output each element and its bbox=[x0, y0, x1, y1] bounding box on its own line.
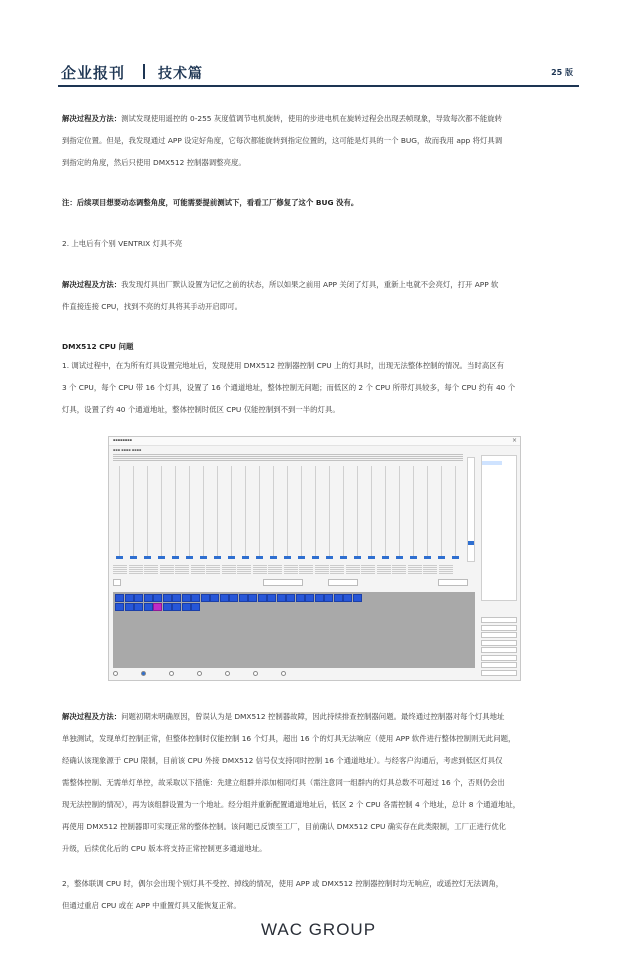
screenshot-button bbox=[263, 579, 303, 586]
channel-slider bbox=[211, 454, 225, 564]
fixture-block bbox=[182, 594, 191, 602]
fixture-block bbox=[248, 594, 257, 602]
fixture-block bbox=[296, 594, 305, 602]
paragraph-solution-2: 解决过程及方法：我发现灯具出厂默认设置为记忆之前的状态，所以如果之前用 APP 关闭了灯具，重新上电就不会亮灯，打开 APP 软 件直接连接 CPU，找到不亮的灯具将其手动开启即可。 bbox=[62, 280, 499, 311]
paragraph-solution-1: 解决过程及方法：测试发现使用遥控的 0-255 灰度值调节电机旋转，使用的步进电机在旋转过程会出现丢帧现象，导致每次都不能旋转 到指定位置。但是，我发现通过 APP 设定好角度，它每次都能旋转到指定位置的，这可能是灯具的一个 BUG，故而我用 app 将灯具调 到指定的角度，然后只使用 DMX512 控制器调整亮度。 bbox=[62, 114, 503, 167]
page-header bbox=[58, 62, 578, 82]
side-button bbox=[481, 625, 517, 631]
side-button bbox=[481, 662, 517, 668]
fixture-block bbox=[305, 594, 314, 602]
radio-icon bbox=[113, 671, 118, 676]
side-button bbox=[481, 640, 517, 646]
channel-slider bbox=[281, 454, 295, 564]
side-button bbox=[481, 647, 517, 653]
close-icon: × bbox=[511, 437, 517, 444]
channel-slider bbox=[337, 454, 351, 564]
fixture-block bbox=[125, 603, 134, 611]
solution-label: 解决过程及方法： bbox=[62, 280, 122, 289]
channel-slider bbox=[323, 454, 337, 564]
fixture-block bbox=[182, 603, 191, 611]
fixture-block bbox=[229, 594, 238, 602]
channel-value-cell bbox=[408, 565, 422, 574]
channel-slider bbox=[127, 454, 141, 564]
channel-slider bbox=[449, 454, 463, 564]
channel-slider bbox=[393, 454, 407, 564]
fixture-block bbox=[258, 594, 267, 602]
fixture-block bbox=[115, 603, 124, 611]
channel-value-cell bbox=[253, 565, 267, 574]
master-slider bbox=[467, 457, 475, 562]
channel-slider-bank bbox=[113, 454, 463, 564]
fixture-block bbox=[134, 603, 143, 611]
fixture-block bbox=[201, 594, 210, 602]
section-title: 技术篇 bbox=[158, 66, 203, 82]
dmx-software-screenshot bbox=[108, 436, 521, 681]
side-button bbox=[481, 655, 517, 661]
channel-slider bbox=[169, 454, 183, 564]
fixture-block bbox=[353, 594, 362, 602]
fixture-block bbox=[324, 594, 333, 602]
radio-icon bbox=[197, 671, 202, 676]
channel-value-cell bbox=[237, 565, 251, 574]
device-list-selection bbox=[482, 461, 502, 465]
channel-value-cell bbox=[346, 565, 360, 574]
fixture-block bbox=[239, 594, 248, 602]
checkbox-icon bbox=[113, 579, 121, 586]
channel-value-cell bbox=[423, 565, 437, 574]
channel-slider bbox=[141, 454, 155, 564]
solution-label: 解决过程及方法： bbox=[62, 114, 122, 123]
channel-value-cell bbox=[268, 565, 282, 574]
fixture-block bbox=[153, 594, 162, 602]
channel-slider bbox=[183, 454, 197, 564]
fixture-block bbox=[125, 594, 134, 602]
dmx-section-heading: DMX512 CPU 问题 bbox=[62, 342, 134, 351]
screenshot-button bbox=[438, 579, 468, 586]
channel-value-cell bbox=[315, 565, 329, 574]
fixture-grid bbox=[113, 592, 475, 668]
fixture-block bbox=[163, 603, 172, 611]
channel-value-cell bbox=[129, 565, 143, 574]
channel-slider bbox=[295, 454, 309, 564]
channel-value-cell bbox=[144, 565, 158, 574]
fixture-block bbox=[144, 603, 153, 611]
fixture-block bbox=[172, 594, 181, 602]
fixture-block bbox=[315, 594, 324, 602]
master-slider-knob bbox=[468, 541, 474, 545]
channel-slider bbox=[197, 454, 211, 564]
channel-slider bbox=[267, 454, 281, 564]
radio-icon bbox=[225, 671, 230, 676]
channel-value-cell bbox=[222, 565, 236, 574]
header-rule bbox=[58, 85, 579, 87]
fixture-block bbox=[163, 594, 172, 602]
fixture-block bbox=[191, 594, 200, 602]
radio-icon bbox=[281, 671, 286, 676]
radio-icon bbox=[141, 671, 146, 676]
channel-value-cell bbox=[113, 565, 127, 574]
channel-slider bbox=[379, 454, 393, 564]
paragraph-dmx-issue: 1. 调试过程中，在为所有灯具设置完地址后，发现使用 DMX512 控制器控制 CPU 上的灯具时，出现无法整体控制的情况。当时高区有 3 个 CPU，每个 CPU 带 16 个灯具，设置了 16 个通道地址，整体控制无问题；而低区的 2 个 CPU 所带灯具较多，每个 CPU 约有 40 个 灯具，设置了约 40 个通道地址，整体控制时低区 CPU 仅能控制到不到一半的灯具。 bbox=[62, 361, 516, 414]
screenshot-window-title: ▪▪▪▪▪▪▪▪ bbox=[113, 438, 132, 442]
radio-icon bbox=[169, 671, 174, 676]
channel-slider bbox=[407, 454, 421, 564]
channel-value-cell bbox=[439, 565, 453, 574]
screenshot-field bbox=[328, 579, 358, 586]
side-button bbox=[481, 632, 517, 638]
fixture-block bbox=[334, 594, 343, 602]
solution-label: 解决过程及方法： bbox=[62, 712, 122, 721]
company-logo: WAC GROUP bbox=[260, 920, 377, 939]
channel-value-cell bbox=[377, 565, 391, 574]
side-button-column bbox=[481, 617, 517, 673]
fixture-block bbox=[210, 594, 219, 602]
fixture-block bbox=[267, 594, 276, 602]
channel-slider bbox=[239, 454, 253, 564]
channel-value-cell bbox=[299, 565, 313, 574]
fixture-block bbox=[172, 603, 181, 611]
channel-value-cell bbox=[160, 565, 174, 574]
channel-value-row bbox=[113, 565, 453, 577]
issue-2-heading: 2. 上电后有个别 VENTRIX 灯具不亮 bbox=[62, 239, 183, 248]
page-number: 25 版 bbox=[551, 68, 573, 77]
channel-value-cell bbox=[175, 565, 189, 574]
fixture-block bbox=[134, 594, 143, 602]
fixture-block bbox=[144, 594, 153, 602]
side-button bbox=[481, 670, 517, 676]
newspaper-title: 企业报刊 bbox=[61, 64, 126, 82]
paragraph-solution-3: 解决过程及方法：问题初期未明确原因，曾误认为是 DMX512 控制器故障，因此持续排查控制器问题。最终通过控制器对每个灯具地址 单独测试，发现单灯控制正常，但整体控制时仅能控制 16 个灯具，超出 16 个的灯具无法响应（使用 APP 软件进行整体控制则无此问题， 经确认该现象源于 CPU 限制，目前该 CPU 外接 DMX512 信号仅支持同时控制 16 个通道地址）。与经客户沟通后，考虑到低区灯具仅 需整体控制、无需单灯单控，故采取以下措施：先建立组群并添加相同灯具（需注意同一组群内的灯具总数不可超过 16 个，否则仍会出 现无法控制的情况），再为该组群设置为一个地址。经分组并重新配置通道地址后，低区 2 个 CPU 各需控制 4 个地址，总计 8 个通道地址， 再使用 DMX512 控制器即可实现正常的整体控制。该问题已反馈至工厂，目前确认 DMX512 CPU 确实存在此类限制，工厂正进行优化 升级，后续优化后的 CPU 版本将支持正常控制更多通道地址。 bbox=[62, 712, 521, 853]
channel-slider bbox=[351, 454, 365, 564]
channel-value-cell bbox=[330, 565, 344, 574]
control-row bbox=[113, 579, 473, 587]
fixture-block bbox=[286, 594, 295, 602]
screenshot-menubar: ▪▪▪ ▪▪▪▪ ▪▪▪▪ bbox=[113, 448, 142, 452]
channel-value-cell bbox=[361, 565, 375, 574]
fixture-block bbox=[343, 594, 352, 602]
side-button bbox=[481, 617, 517, 623]
channel-slider bbox=[435, 454, 449, 564]
screenshot-titlebar bbox=[109, 437, 520, 446]
channel-value-cell bbox=[392, 565, 406, 574]
mode-radio-row bbox=[113, 670, 475, 678]
note-paragraph: 注：后续项目想要动态调整角度，可能需要提前测试下，看看工厂修复了这个 BUG 没有。 bbox=[62, 198, 359, 207]
channel-slider bbox=[113, 454, 127, 564]
channel-slider bbox=[253, 454, 267, 564]
channel-value-cell bbox=[191, 565, 205, 574]
channel-slider bbox=[365, 454, 379, 564]
channel-slider bbox=[421, 454, 435, 564]
fixture-block bbox=[153, 603, 162, 611]
header-separator bbox=[143, 64, 145, 79]
channel-value-cell bbox=[206, 565, 220, 574]
channel-value-cell bbox=[284, 565, 298, 574]
fixture-block bbox=[115, 594, 124, 602]
fixture-block bbox=[191, 603, 200, 611]
fixture-block bbox=[277, 594, 286, 602]
fixture-block bbox=[220, 594, 229, 602]
channel-slider bbox=[155, 454, 169, 564]
channel-slider bbox=[309, 454, 323, 564]
paragraph-issue-cpu: 2，整体联调 CPU 时，偶尔会出现个别灯具不受控、掉线的情况，使用 APP 或 DMX512 控制器控制时均无响应，或遥控灯无法调角， 但通过重启 CPU 或在 APP 中重置灯具又能恢复正常。 bbox=[62, 879, 504, 910]
device-list-panel bbox=[481, 455, 517, 601]
channel-slider bbox=[225, 454, 239, 564]
radio-icon bbox=[253, 671, 258, 676]
